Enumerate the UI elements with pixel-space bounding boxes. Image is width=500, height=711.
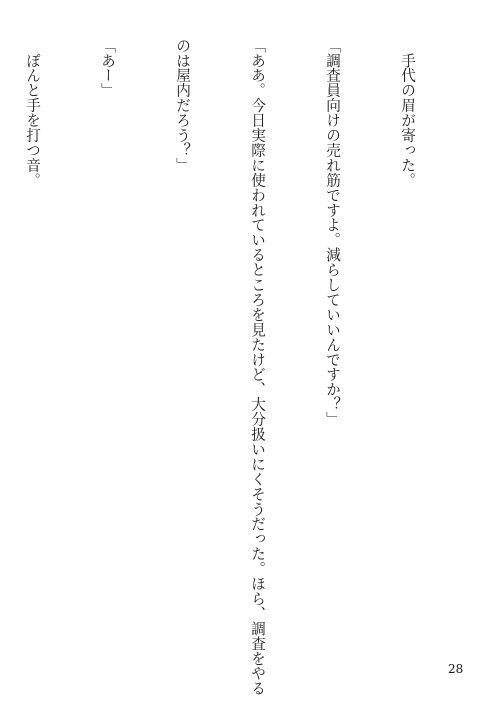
text-line: 「あー」 [99, 38, 116, 98]
text-line: のは屋内だろう？」 [174, 38, 191, 173]
text-line: 「調査員向けの売れ筋ですよ。減らしていいんですか？」 [324, 38, 341, 427]
page-number: 28 [448, 662, 464, 676]
text-line: 手代の眉が寄った。 [399, 38, 416, 188]
text-line: 「ああ。今日実際に使われているところを見たけど、大分扱いにくそうだった。ほら、調査をやる [249, 38, 266, 696]
text-line: ぽんと手を打つ音。 [24, 38, 41, 188]
